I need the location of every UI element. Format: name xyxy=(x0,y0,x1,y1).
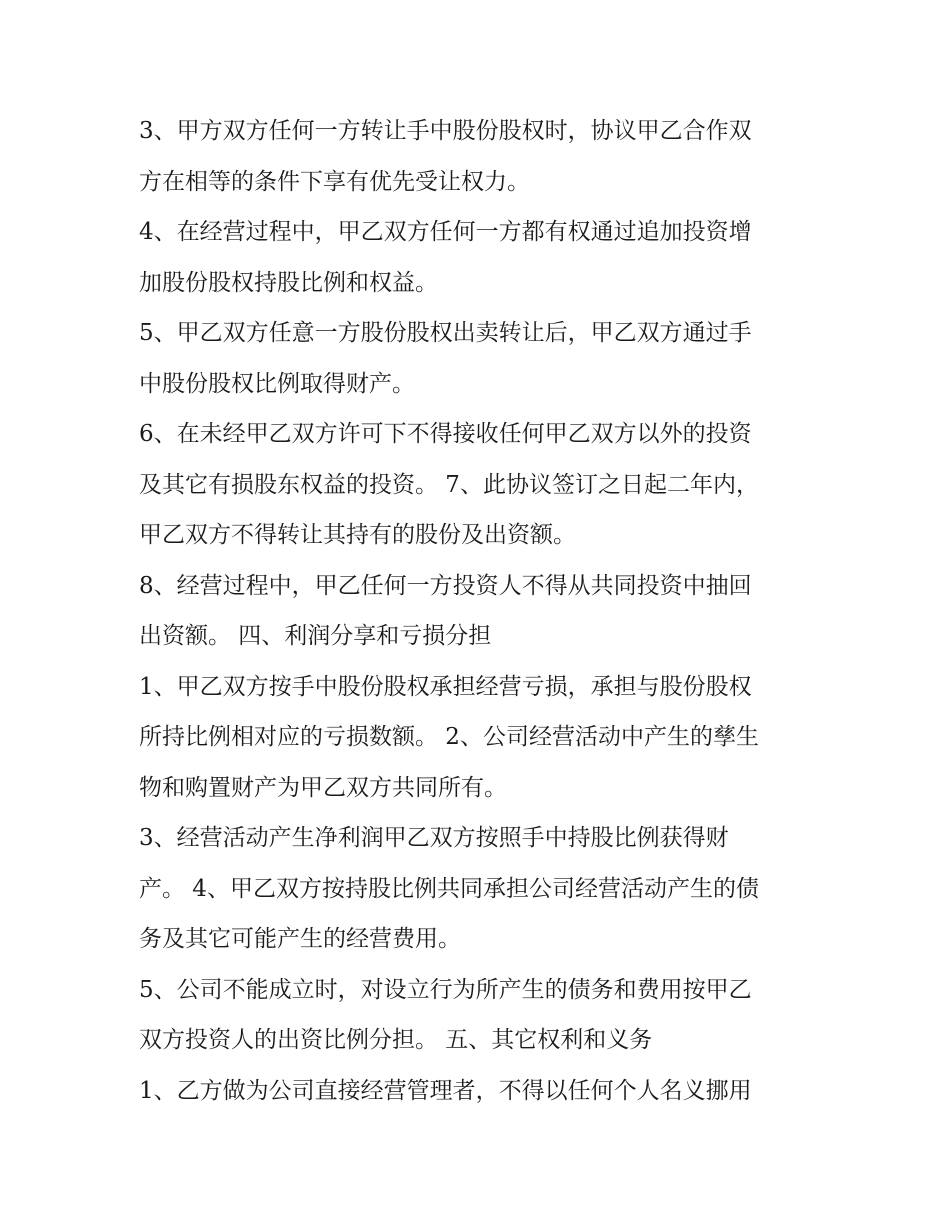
text-line: 产。 4、甲乙双方按持股比例共同承担公司经营活动产生的债 xyxy=(139,876,759,902)
text-line: 1、乙方做为公司直接经营管理者，不得以任何个人名义挪用 xyxy=(139,1078,752,1104)
text-line: 物和购置财产为甲乙双方共同所有。 xyxy=(139,775,507,801)
text-line: 6、在未经甲乙双方许可下不得接收任何甲乙双方以外的投资 xyxy=(139,421,752,447)
text-line: 1、甲乙双方按手中股份股权承担经营亏损，承担与股份股权 xyxy=(139,674,752,700)
text-line: 加股份股权持股比例和权益。 xyxy=(139,270,438,296)
text-line: 务及其它可能产生的经营费用。 xyxy=(139,926,461,952)
text-line: 方在相等的条件下享有优先受让权力。 xyxy=(139,169,530,195)
text-line: 中股份股权比例取得财产。 xyxy=(139,371,415,397)
text-line: 所持比例相对应的亏损数额。 2、公司经营活动中产生的孳生 xyxy=(139,724,759,750)
text-line: 3、甲方双方任何一方转让手中股份股权时，协议甲乙合作双 xyxy=(139,118,752,144)
text-line: 5、甲乙双方任意一方股份股权出卖转让后，甲乙双方通过手 xyxy=(139,320,752,346)
text-line: 及其它有损股东权益的投资。 7、此协议签订之日起二年内， xyxy=(139,472,759,498)
text-line: 3、经营活动产生净利润甲乙双方按照手中持股比例获得财 xyxy=(139,825,729,851)
text-line: 出资额。 四、利润分享和亏损分担 xyxy=(139,623,492,649)
text-line: 甲乙双方不得转让其持有的股份及出资额。 xyxy=(139,522,576,548)
text-line: 4、在经营过程中，甲乙双方任何一方都有权通过追加投资增 xyxy=(139,219,752,245)
text-line: 8、经营过程中，甲乙任何一方投资人不得从共同投资中抽回 xyxy=(139,573,752,599)
text-line: 5、公司不能成立时，对设立行为所产生的债务和费用按甲乙 xyxy=(139,977,752,1003)
text-line: 双方投资人的出资比例分担。 五、其它权利和义务 xyxy=(139,1027,653,1053)
